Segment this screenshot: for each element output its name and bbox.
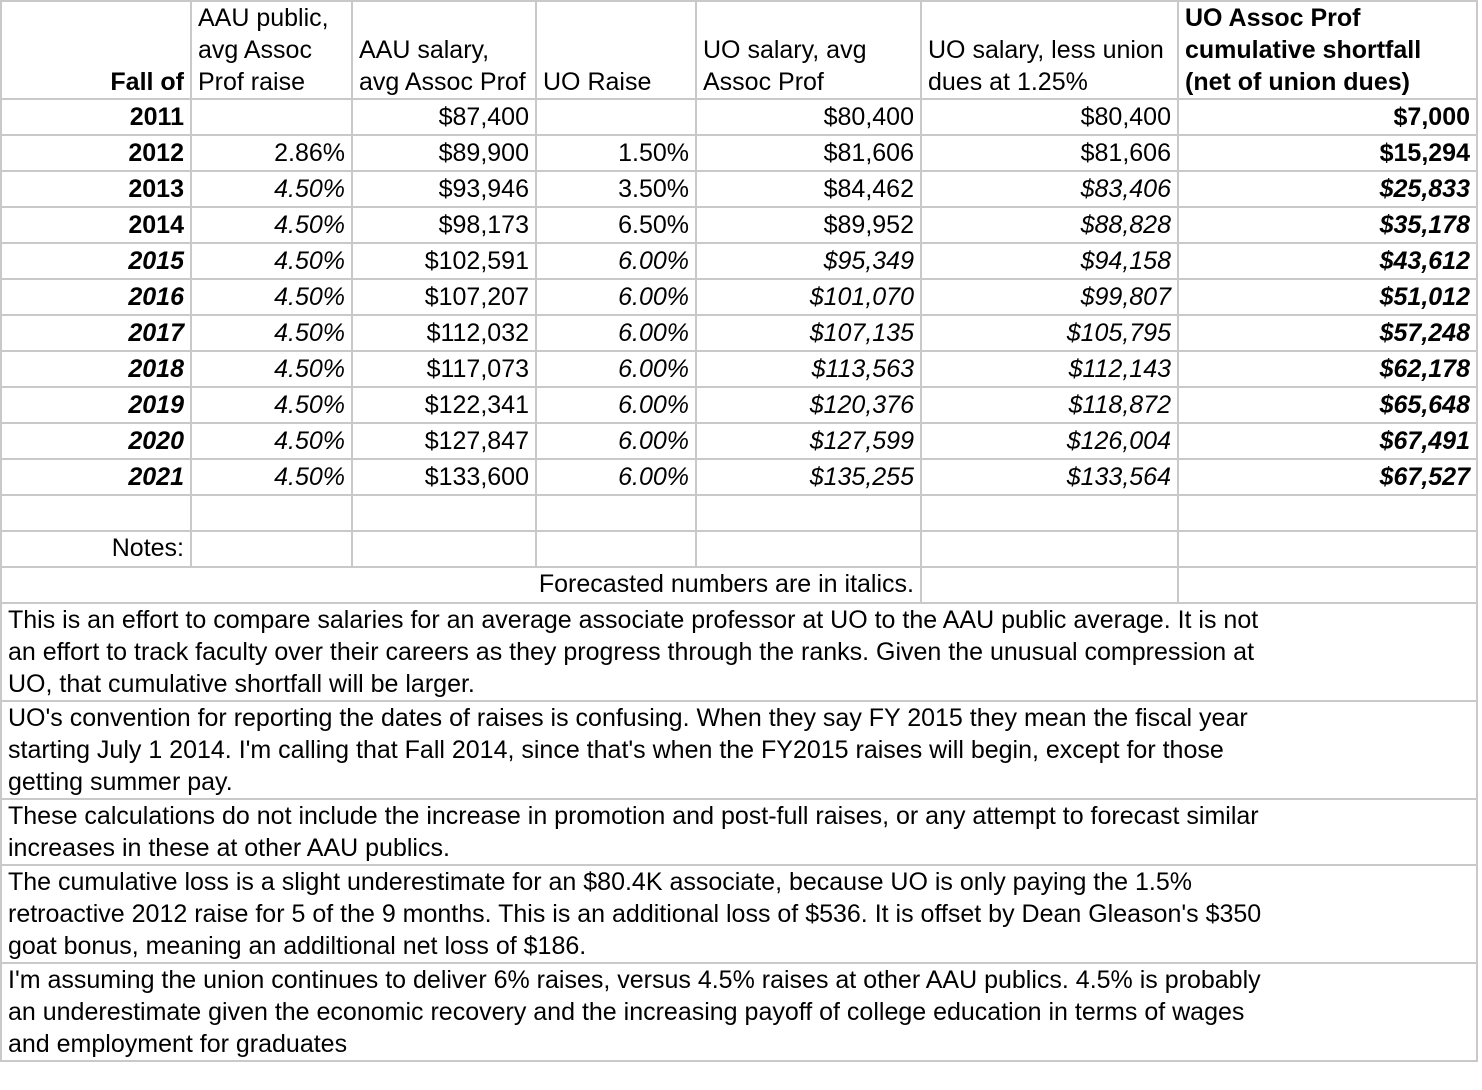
empty-cell[interactable] bbox=[352, 495, 536, 531]
note-row bbox=[1, 701, 1477, 799]
cell-year[interactable]: 2018 bbox=[1, 351, 191, 387]
note-line: These calculations do not include the increase in promotion and post-full raises, or any attempt to forecast similar bbox=[8, 802, 1259, 830]
cell-uo-raise[interactable]: 6.00% bbox=[536, 243, 696, 279]
cell-year[interactable]: 2017 bbox=[1, 315, 191, 351]
cell-shortfall[interactable]: $15,294 bbox=[1178, 135, 1477, 171]
empty-cell[interactable] bbox=[921, 495, 1178, 531]
note-line: an effort to track faculty over their careers as they progress through the ranks. Given the unusual compression at bbox=[8, 638, 1255, 666]
forecast-note-row bbox=[1, 567, 1477, 603]
cell-uo-salary[interactable]: $80,400 bbox=[696, 99, 921, 135]
cell-aau-raise[interactable]: 4.50% bbox=[191, 171, 352, 207]
cell-year[interactable]: 2016 bbox=[1, 279, 191, 315]
note-line: an underestimate given the economic recovery and the increasing payoff of college education in terms of wages bbox=[8, 998, 1245, 1026]
cell-aau-salary[interactable]: $93,946 bbox=[352, 171, 536, 207]
cell-shortfall[interactable]: $35,178 bbox=[1178, 207, 1477, 243]
table-row bbox=[1, 351, 1477, 387]
cell-shortfall[interactable]: $67,527 bbox=[1178, 459, 1477, 495]
cell-aau-raise[interactable]: 4.50% bbox=[191, 243, 352, 279]
note-cell[interactable] bbox=[1, 603, 1477, 701]
empty-cell[interactable] bbox=[696, 531, 921, 567]
cell-uo-raise[interactable]: 6.00% bbox=[536, 459, 696, 495]
empty-cell[interactable] bbox=[696, 495, 921, 531]
cell-uo-net[interactable]: $83,406 bbox=[921, 171, 1178, 207]
note-row bbox=[1, 865, 1477, 963]
cell-shortfall[interactable]: $43,612 bbox=[1178, 243, 1477, 279]
cell-uo-salary[interactable]: $89,952 bbox=[696, 207, 921, 243]
note-line: goat bonus, meaning an addiltional net loss of $186. bbox=[8, 932, 587, 960]
cell-shortfall[interactable]: $51,012 bbox=[1178, 279, 1477, 315]
forecast-note[interactable]: Forecasted numbers are in italics. bbox=[1, 567, 921, 603]
cell-year[interactable]: 2012 bbox=[1, 135, 191, 171]
cell-uo-raise[interactable]: 6.00% bbox=[536, 351, 696, 387]
cell-uo-raise[interactable]: 1.50% bbox=[536, 135, 696, 171]
cell-uo-salary[interactable]: $107,135 bbox=[696, 315, 921, 351]
cell-uo-net[interactable]: $80,400 bbox=[921, 99, 1178, 135]
note-line: UO, that cumulative shortfall will be larger. bbox=[8, 670, 475, 698]
header-uo-salary[interactable]: UO salary, avg Assoc Prof bbox=[696, 1, 921, 99]
cell-year[interactable]: 2020 bbox=[1, 423, 191, 459]
cell-aau-salary[interactable]: $89,900 bbox=[352, 135, 536, 171]
cell-aau-raise[interactable]: 4.50% bbox=[191, 315, 352, 351]
empty-cell[interactable] bbox=[536, 495, 696, 531]
notes-label[interactable]: Notes: bbox=[1, 531, 191, 567]
note-line: The cumulative loss is a slight underestimate for an $80.4K associate, because UO is only paying the 1.5% bbox=[8, 868, 1192, 896]
table-row bbox=[1, 243, 1477, 279]
cell-aau-salary[interactable]: $107,207 bbox=[352, 279, 536, 315]
cell-aau-raise[interactable] bbox=[191, 99, 352, 135]
cell-uo-salary[interactable]: $95,349 bbox=[696, 243, 921, 279]
cell-aau-salary[interactable]: $122,341 bbox=[352, 387, 536, 423]
note-line: retroactive 2012 raise for 5 of the 9 months. This is an additional loss of $536. It is offset by Dean Gleason's $350 bbox=[8, 900, 1262, 928]
note-row bbox=[1, 799, 1477, 865]
cell-uo-net[interactable]: $105,795 bbox=[921, 315, 1178, 351]
cell-year[interactable]: 2021 bbox=[1, 459, 191, 495]
cell-uo-raise[interactable] bbox=[536, 99, 696, 135]
note-line: getting summer pay. bbox=[8, 768, 233, 796]
cell-aau-raise[interactable]: 4.50% bbox=[191, 279, 352, 315]
table-row bbox=[1, 459, 1477, 495]
cell-uo-raise[interactable]: 6.00% bbox=[536, 315, 696, 351]
note-cell[interactable] bbox=[1, 701, 1477, 799]
cell-uo-salary[interactable]: $127,599 bbox=[696, 423, 921, 459]
note-row bbox=[1, 603, 1477, 701]
empty-cell[interactable] bbox=[921, 531, 1178, 567]
empty-cell[interactable] bbox=[191, 495, 352, 531]
table-row bbox=[1, 171, 1477, 207]
header-aau-salary[interactable]: AAU salary, avg Assoc Prof bbox=[352, 1, 536, 99]
cell-uo-net[interactable]: $133,564 bbox=[921, 459, 1178, 495]
cell-uo-salary[interactable]: $81,606 bbox=[696, 135, 921, 171]
empty-row bbox=[1, 495, 1477, 531]
cell-shortfall[interactable]: $62,178 bbox=[1178, 351, 1477, 387]
empty-cell[interactable] bbox=[536, 531, 696, 567]
cell-aau-raise[interactable]: 4.50% bbox=[191, 423, 352, 459]
header-fall-of[interactable]: Fall of bbox=[1, 1, 191, 99]
cell-uo-net[interactable]: $126,004 bbox=[921, 423, 1178, 459]
header-shortfall[interactable]: UO Assoc Prof cumulative shortfall (net of union dues) bbox=[1178, 1, 1477, 99]
note-line: and employment for graduates bbox=[8, 1030, 348, 1058]
cell-aau-salary[interactable]: $102,591 bbox=[352, 243, 536, 279]
note-line: UO's convention for reporting the dates of raises is confusing. When they say FY 2015 they mean the fiscal year bbox=[8, 704, 1248, 732]
header-uo-net-salary[interactable]: UO salary, less union dues at 1.25% bbox=[921, 1, 1178, 99]
note-line: I'm assuming the union continues to deliver 6% raises, versus 4.5% raises at other AAU publics. 4.5% is probably bbox=[8, 966, 1261, 994]
table-row bbox=[1, 99, 1477, 135]
cell-year[interactable]: 2011 bbox=[1, 99, 191, 135]
empty-cell[interactable] bbox=[1178, 531, 1477, 567]
cell-uo-raise[interactable]: 6.00% bbox=[536, 279, 696, 315]
cell-year[interactable]: 2014 bbox=[1, 207, 191, 243]
note-line: starting July 1 2014. I'm calling that Fall 2014, since that's when the FY2015 raises will begin, except for those bbox=[8, 736, 1224, 764]
cell-aau-salary[interactable]: $127,847 bbox=[352, 423, 536, 459]
empty-cell[interactable] bbox=[921, 567, 1178, 603]
cell-year[interactable]: 2013 bbox=[1, 171, 191, 207]
table-row bbox=[1, 315, 1477, 351]
cell-uo-net[interactable]: $94,158 bbox=[921, 243, 1178, 279]
note-cell[interactable] bbox=[1, 963, 1477, 1061]
cell-shortfall[interactable]: $67,491 bbox=[1178, 423, 1477, 459]
cell-shortfall[interactable]: $25,833 bbox=[1178, 171, 1477, 207]
cell-shortfall[interactable]: $65,648 bbox=[1178, 387, 1477, 423]
cell-aau-raise[interactable]: 4.50% bbox=[191, 207, 352, 243]
cell-uo-salary[interactable]: $101,070 bbox=[696, 279, 921, 315]
empty-cell[interactable] bbox=[1178, 495, 1477, 531]
cell-year[interactable]: 2015 bbox=[1, 243, 191, 279]
note-cell[interactable] bbox=[1, 799, 1477, 865]
cell-aau-salary[interactable]: $87,400 bbox=[352, 99, 536, 135]
empty-cell[interactable] bbox=[191, 531, 352, 567]
notes-label-row bbox=[1, 531, 1477, 567]
cell-uo-net[interactable]: $81,606 bbox=[921, 135, 1178, 171]
cell-uo-net[interactable]: $118,872 bbox=[921, 387, 1178, 423]
header-aau-raise[interactable]: AAU public, avg Assoc Prof raise bbox=[191, 1, 352, 99]
header-row bbox=[1, 1, 1477, 99]
cell-uo-raise[interactable]: 6.00% bbox=[536, 387, 696, 423]
cell-aau-raise[interactable]: 2.86% bbox=[191, 135, 352, 171]
cell-aau-salary[interactable]: $98,173 bbox=[352, 207, 536, 243]
empty-cell[interactable] bbox=[352, 531, 536, 567]
empty-cell[interactable] bbox=[1, 495, 191, 531]
note-row bbox=[1, 963, 1477, 1061]
note-cell[interactable] bbox=[1, 865, 1477, 963]
cell-uo-net[interactable]: $112,143 bbox=[921, 351, 1178, 387]
table-row bbox=[1, 423, 1477, 459]
cell-aau-salary[interactable]: $133,600 bbox=[352, 459, 536, 495]
cell-uo-salary[interactable]: $135,255 bbox=[696, 459, 921, 495]
cell-uo-salary[interactable]: $113,563 bbox=[696, 351, 921, 387]
table-row bbox=[1, 279, 1477, 315]
cell-uo-net[interactable]: $99,807 bbox=[921, 279, 1178, 315]
empty-cell[interactable] bbox=[1178, 567, 1477, 603]
cell-uo-raise[interactable]: 6.50% bbox=[536, 207, 696, 243]
cell-uo-raise[interactable]: 6.00% bbox=[536, 423, 696, 459]
cell-aau-salary[interactable]: $117,073 bbox=[352, 351, 536, 387]
table-row bbox=[1, 387, 1477, 423]
cell-uo-salary[interactable]: $84,462 bbox=[696, 171, 921, 207]
cell-uo-net[interactable]: $88,828 bbox=[921, 207, 1178, 243]
table-row bbox=[1, 135, 1477, 171]
note-line: This is an effort to compare salaries for an average associate professor at UO to the AAU public average. It is not bbox=[8, 606, 1259, 634]
header-uo-raise[interactable]: UO Raise bbox=[536, 1, 696, 99]
cell-aau-salary[interactable]: $112,032 bbox=[352, 315, 536, 351]
cell-aau-raise[interactable]: 4.50% bbox=[191, 387, 352, 423]
table-row bbox=[1, 207, 1477, 243]
cell-year[interactable]: 2019 bbox=[1, 387, 191, 423]
note-line: increases in these at other AAU publics. bbox=[8, 834, 450, 862]
cell-aau-raise[interactable]: 4.50% bbox=[191, 351, 352, 387]
cell-aau-raise[interactable]: 4.50% bbox=[191, 459, 352, 495]
cell-uo-salary[interactable]: $120,376 bbox=[696, 387, 921, 423]
cell-uo-raise[interactable]: 3.50% bbox=[536, 171, 696, 207]
cell-shortfall[interactable]: $7,000 bbox=[1178, 99, 1477, 135]
cell-shortfall[interactable]: $57,248 bbox=[1178, 315, 1477, 351]
